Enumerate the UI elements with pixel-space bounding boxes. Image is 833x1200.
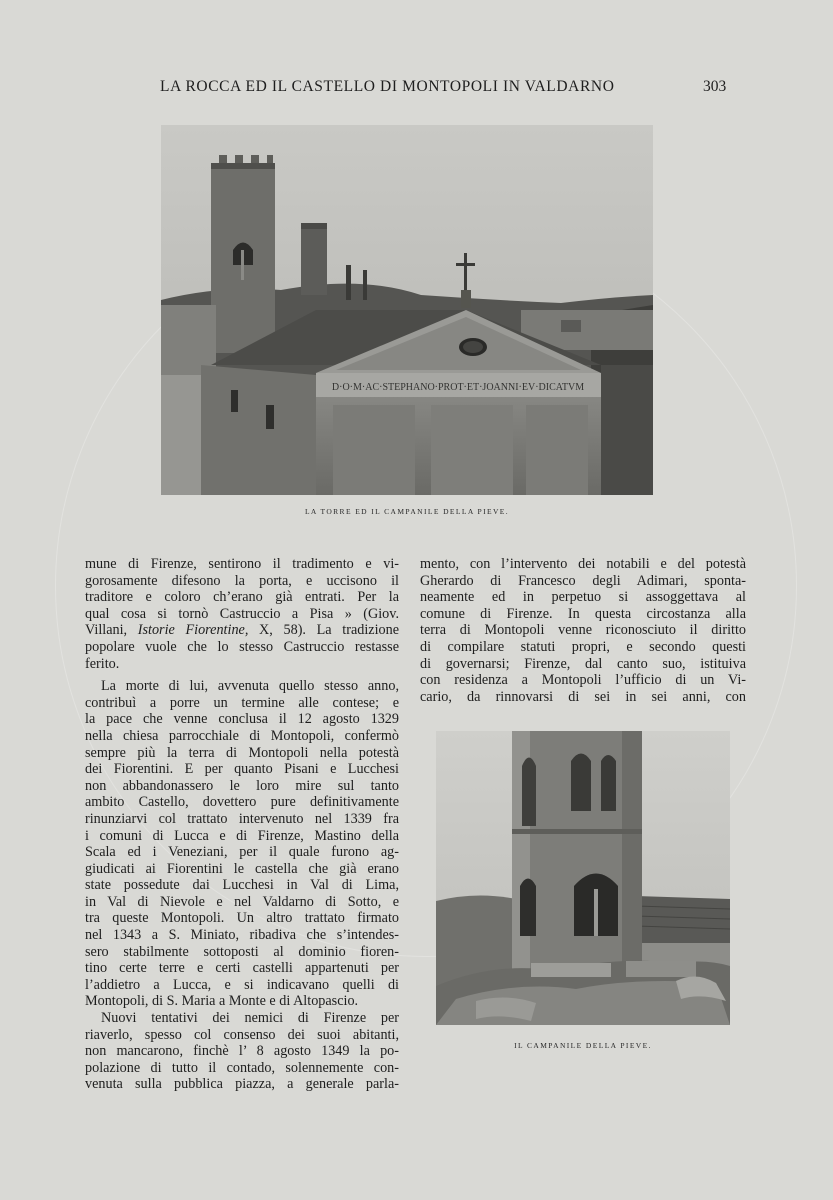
text-line: giudicati ai Fiorentini le castella che già erano: [85, 860, 399, 877]
paragraph-1: [85, 556, 399, 672]
text-fragment: Villani,: [85, 622, 138, 639]
text-line: neamente ed in perpetuo si assoggettava al: [420, 589, 746, 606]
photo-torre-campanile: [161, 125, 653, 495]
text-line: rinunziarvi col trattato intervenuto nel 1339 fra: [85, 810, 399, 827]
caption-bottom-photo: IL CAMPANILE DELLA PIEVE.: [514, 1041, 652, 1050]
text-line: non abbandonassero le loro mire sul tanto: [85, 777, 399, 794]
text-column-left: [85, 556, 399, 1093]
text-line: sero stabilmente sottoposti al dominio fioren-: [85, 943, 399, 960]
paragraph-3: [85, 1010, 399, 1093]
text-line: popolare vuole che lo stesso Castruccio restasse: [85, 638, 399, 655]
text-line: terra di Montopoli venne riconosciuto il diritto: [420, 622, 746, 639]
caption-top-photo: LA TORRE ED IL CAMPANILE DELLA PIEVE.: [304, 507, 510, 516]
text-line: di governarsi; Firenze, dal canto suo, istituiva: [420, 655, 746, 672]
text-line: Montopoli, di S. Maria a Monte e di Altopascio.: [85, 993, 359, 1010]
photo-campanile: [436, 731, 730, 1025]
text-line: Nuovi tentativi dei nemici di Firenze per: [101, 1010, 399, 1027]
text-line: traditore e coloro ch’erano già entrati. Per la: [85, 589, 399, 606]
text-line: l’addietro a Lucca, e si indicavano quelli di: [85, 976, 399, 993]
running-header-title: LA ROCCA ED IL CASTELLO DI MONTOPOLI IN VALDARNO: [160, 78, 615, 95]
text-line: sempre più la terra di Montopoli nella potestà: [85, 744, 399, 761]
photo-torre-campanile-image: [161, 125, 653, 495]
paragraph-right-1: [420, 556, 746, 705]
facade-inscription: D·O·M·AC·STEPHANO·PROT·ET·JOANNI·EV·DICATVM: [331, 382, 585, 393]
text-line: mento, con l’intervento dei notabili e del potestà: [420, 556, 746, 572]
text-line: state possedute dai Lucchesi in Val di Lima,: [85, 877, 399, 894]
book-title: Istorie Fiorentine,: [137, 622, 249, 639]
text-line: dei Fiorentini. E per quanto Pisani e Lucchesi: [85, 761, 399, 778]
text-column-right: [420, 556, 746, 705]
text-line: La morte di lui, avvenuta quello stesso anno,: [101, 678, 399, 695]
page-number: 303: [703, 78, 727, 95]
text-fragment: X, 58). La tradizione: [248, 622, 399, 639]
paragraph-2: [85, 678, 399, 1010]
text-line: Gherardo di Francesco degli Adimari, sponta-: [420, 572, 746, 589]
text-line: nella chiesa parrocchiale di Montopoli, confermò: [85, 727, 399, 744]
text-line: ferito.: [85, 655, 120, 672]
photo-campanile-image: [436, 731, 730, 1025]
text-line: con residenza a Montopoli l’ufficio di un Vi-: [420, 672, 746, 689]
text-line: comune di Firenze. In questa circostanza alla: [420, 605, 746, 622]
text-line: in Val di Nievole e nel Valdarno di Sotto, e: [85, 893, 399, 910]
text-line: gorosamente difesono la porta, e uccisono il: [85, 572, 399, 589]
text-line: qual cosa si tornò Castruccio a Pisa » (Giov.: [85, 605, 399, 622]
text-line: mune di Firenze, sentirono il tradimento e vi-: [85, 556, 399, 572]
text-line: polazione di tutto il contado, solennemente con-: [85, 1059, 399, 1076]
text-line: Scala ed i Veneziani, per il quale furono ag-: [85, 844, 399, 861]
text-line: di compilare statuti propri, e secondo questi: [420, 638, 746, 655]
text-line-italic-ref: [85, 622, 399, 639]
text-line: venuta sulla pubblica piazza, a generale parla-: [85, 1076, 399, 1093]
text-line: tra queste Montopoli. Un altro trattato firmato: [85, 910, 399, 927]
text-line: cario, da rinnovarsi di sei in sei anni, con: [420, 688, 746, 705]
text-line: ambito Castello, dovettero pure definitivamente: [85, 794, 399, 811]
text-line: tino certe terre e certi castelli appartenuti per: [85, 960, 399, 977]
text-line: nel 1343 a S. Miniato, ribadiva che s’intendes-: [85, 927, 399, 944]
text-line: i comuni di Lucca e di Firenze, Mastino della: [85, 827, 399, 844]
text-line: la pace che venne conclusa il 12 agosto 1329: [85, 711, 399, 728]
text-line: contribuì a porre un termine alle contese; e: [85, 694, 399, 711]
text-line: riaverlo, spesso col consenso dei suoi abitanti,: [85, 1026, 399, 1043]
text-line: non mancarono, finchè l’ 8 agosto 1349 la po-: [85, 1043, 399, 1060]
